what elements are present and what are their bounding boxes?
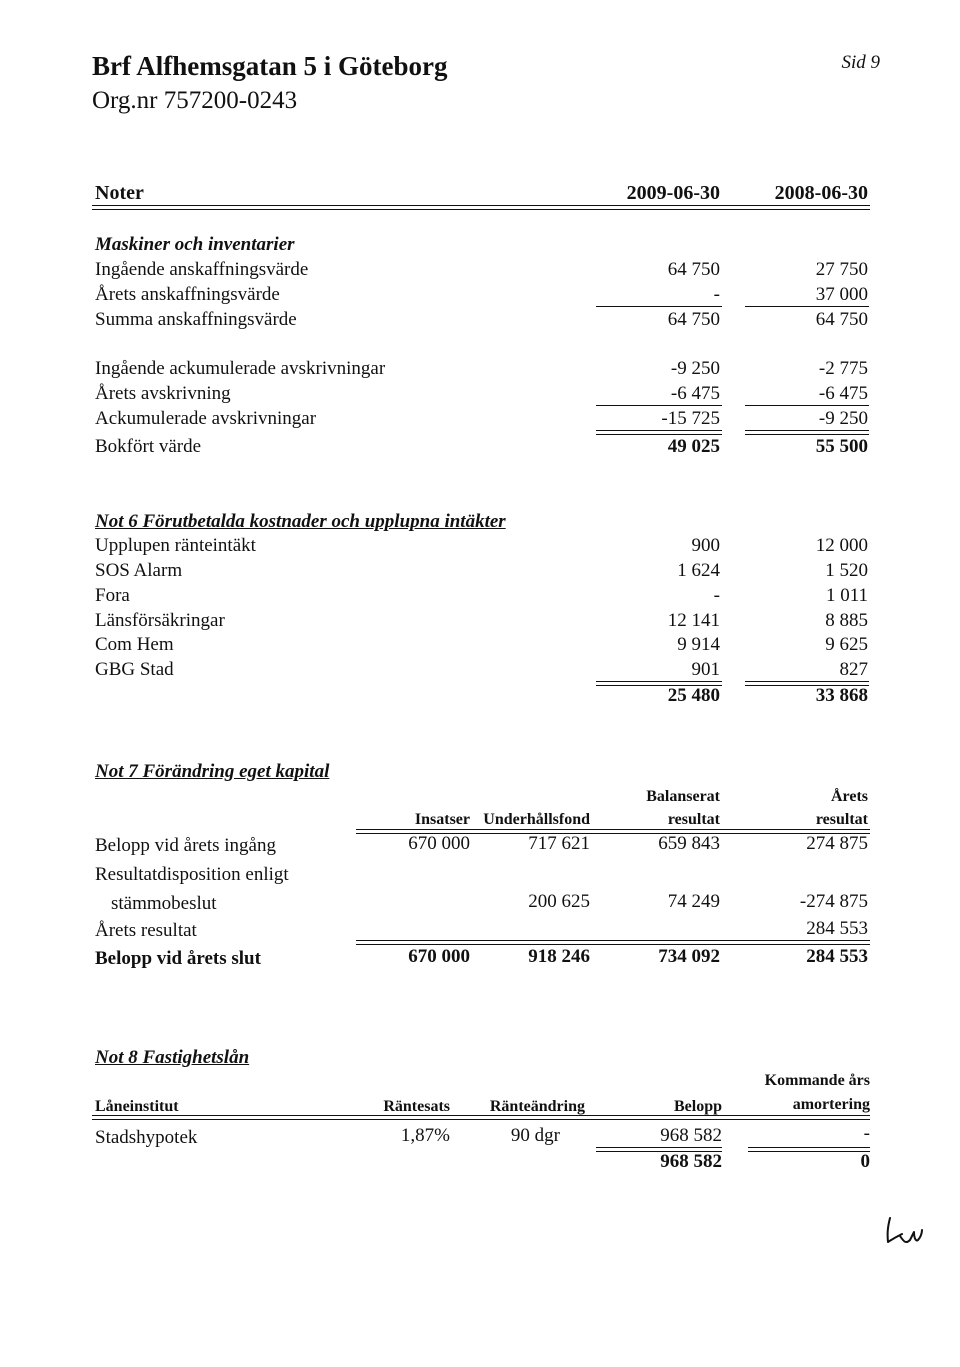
not7-cell-underhallsfond: 200 625 <box>528 891 590 912</box>
year-2009-header: 2009-06-30 <box>626 182 720 204</box>
not6-row-value-2009: 12 141 <box>667 610 720 631</box>
organization-name: Brf Alfhemsgatan 5 i Göteborg <box>92 51 448 81</box>
subtotal-rule <box>745 306 869 307</box>
not7-row-label: Belopp vid årets ingång <box>95 835 276 856</box>
not7-header-arets-line2: resultat <box>815 811 868 828</box>
maskiner-row-value-2009: -6 475 <box>670 383 720 404</box>
maskiner-row-label: Ackumulerade avskrivningar <box>95 408 317 429</box>
not8-cell-andring: 90 dgr <box>510 1125 560 1146</box>
maskiner-row-label: Årets avskrivning <box>95 383 231 404</box>
total-rule <box>745 430 869 435</box>
handwritten-initials-signature <box>880 1212 930 1252</box>
not6-row-label: Upplupen ränteintäkt <box>95 535 256 556</box>
not6-row-label: GBG Stad <box>95 659 174 680</box>
not7-cell-insatser: 670 000 <box>408 833 470 854</box>
organization-number: Org.nr 757200-0243 <box>92 87 298 114</box>
not7-total-balanserat: 734 092 <box>658 946 720 967</box>
not8-cell-amortering: - <box>863 1123 870 1144</box>
maskiner-row-label: Summa anskaffningsvärde <box>95 309 297 330</box>
not7-cell-arets: 274 875 <box>806 833 868 854</box>
maskiner-row-label: Bokfört värde <box>95 436 202 457</box>
not8-header-belopp: Belopp <box>673 1098 722 1115</box>
maskiner-row-value-2009: 49 025 <box>667 436 720 457</box>
total-rule <box>596 430 722 435</box>
maskiner-title: Maskiner och inventarier <box>95 234 295 255</box>
not6-row-value-2008: 9 625 <box>825 634 868 655</box>
maskiner-row-label: Årets anskaffningsvärde <box>95 284 280 305</box>
maskiner-row-value-2008: 37 000 <box>815 284 868 305</box>
not6-row-value-2008: 827 <box>839 659 868 680</box>
not6-row-value-2008: 1 520 <box>825 560 868 581</box>
not7-title: Not 7 Förändring eget kapital <box>95 761 330 782</box>
header-rule <box>92 205 870 210</box>
subtotal-rule <box>745 405 869 406</box>
not7-cell-arets: 284 553 <box>806 918 868 939</box>
not6-row-value-2009: 1 624 <box>677 560 720 581</box>
not7-header-balanserat-line2: resultat <box>667 811 720 828</box>
not6-row-label: SOS Alarm <box>95 560 183 581</box>
maskiner-row-value-2008: 55 500 <box>815 436 868 457</box>
not7-cell-balanserat: 74 249 <box>667 891 720 912</box>
year-2008-header: 2008-06-30 <box>774 182 868 204</box>
maskiner-row-value-2008: 64 750 <box>815 309 868 330</box>
not7-header-underhallsfond: Underhållsfond <box>483 811 590 828</box>
not6-row-value-2008: 1 011 <box>825 585 868 606</box>
not6-row-value-2009: 901 <box>691 659 720 680</box>
maskiner-row-value-2008: 27 750 <box>815 259 868 280</box>
not8-header-kommande-line1: Kommande års <box>764 1072 870 1089</box>
not6-row-value-2008: 8 885 <box>825 610 868 631</box>
maskiner-row-label: Ingående anskaffningsvärde <box>95 259 309 280</box>
not7-row-label: Resultatdisposition enligt <box>95 864 289 885</box>
not7-row-label: stämmobeslut <box>111 893 217 914</box>
subtotal-rule <box>596 405 722 406</box>
not7-total-label: Belopp vid årets slut <box>95 948 261 969</box>
not7-total-rule <box>356 940 870 945</box>
maskiner-row-value-2008: -9 250 <box>818 408 868 429</box>
not7-header-balanserat-line1: Balanserat <box>646 788 720 805</box>
maskiner-row-value-2009: - <box>713 284 720 305</box>
not8-title: Not 8 Fastighetslån <box>95 1047 250 1068</box>
not7-header-insatser: Insatser <box>414 811 470 828</box>
not8-header-laneinstitut: Låneinstitut <box>95 1098 179 1115</box>
not8-header-rantehandring: Ränteändring <box>489 1098 585 1115</box>
maskiner-row-value-2008: -2 775 <box>818 358 868 379</box>
not8-total-amortering: 0 <box>860 1151 870 1172</box>
not6-total-2008: 33 868 <box>815 685 868 706</box>
not6-row-value-2009: 9 914 <box>677 634 720 655</box>
not7-total-underhallsfond: 918 246 <box>528 946 590 967</box>
not8-cell-rantesats: 1,87% <box>400 1125 450 1146</box>
not6-row-value-2009: 900 <box>691 535 720 556</box>
not6-row-label: Länsförsäkringar <box>95 610 225 631</box>
not6-row-value-2008: 12 000 <box>815 535 868 556</box>
subtotal-rule <box>596 306 722 307</box>
not7-total-arets: 284 553 <box>806 946 868 967</box>
not7-cell-arets: -274 875 <box>799 891 868 912</box>
not6-row-label: Fora <box>95 585 130 606</box>
page-number: Sid 9 <box>841 52 880 73</box>
maskiner-row-value-2009: -9 250 <box>670 358 720 379</box>
not6-row-label: Com Hem <box>95 634 174 655</box>
not7-cell-underhallsfond: 717 621 <box>528 833 590 854</box>
maskiner-row-value-2009: 64 750 <box>667 309 720 330</box>
not6-row-value-2009: - <box>713 585 720 606</box>
maskiner-row-value-2009: -15 725 <box>661 408 720 429</box>
noter-label: Noter <box>95 182 144 204</box>
not7-header-arets-line1: Årets <box>830 788 868 805</box>
maskiner-row-label: Ingående ackumulerade avskrivningar <box>95 358 386 379</box>
not6-title: Not 6 Förutbetalda kostnader och upplupna intäkter <box>95 511 506 532</box>
not7-total-insatser: 670 000 <box>408 946 470 967</box>
not8-total-belopp: 968 582 <box>660 1151 722 1172</box>
not8-header-rule <box>92 1115 870 1120</box>
not8-cell-institut: Stadshypotek <box>95 1127 198 1148</box>
not7-row-label: Årets resultat <box>95 920 197 941</box>
not8-header-kommande-line2: amortering <box>792 1096 870 1113</box>
not6-total-2009: 25 480 <box>667 685 720 706</box>
not8-cell-belopp: 968 582 <box>660 1125 722 1146</box>
maskiner-row-value-2009: 64 750 <box>667 259 720 280</box>
maskiner-row-value-2008: -6 475 <box>818 383 868 404</box>
not7-cell-balanserat: 659 843 <box>658 833 720 854</box>
not8-header-rantesats: Räntesats <box>383 1098 450 1115</box>
